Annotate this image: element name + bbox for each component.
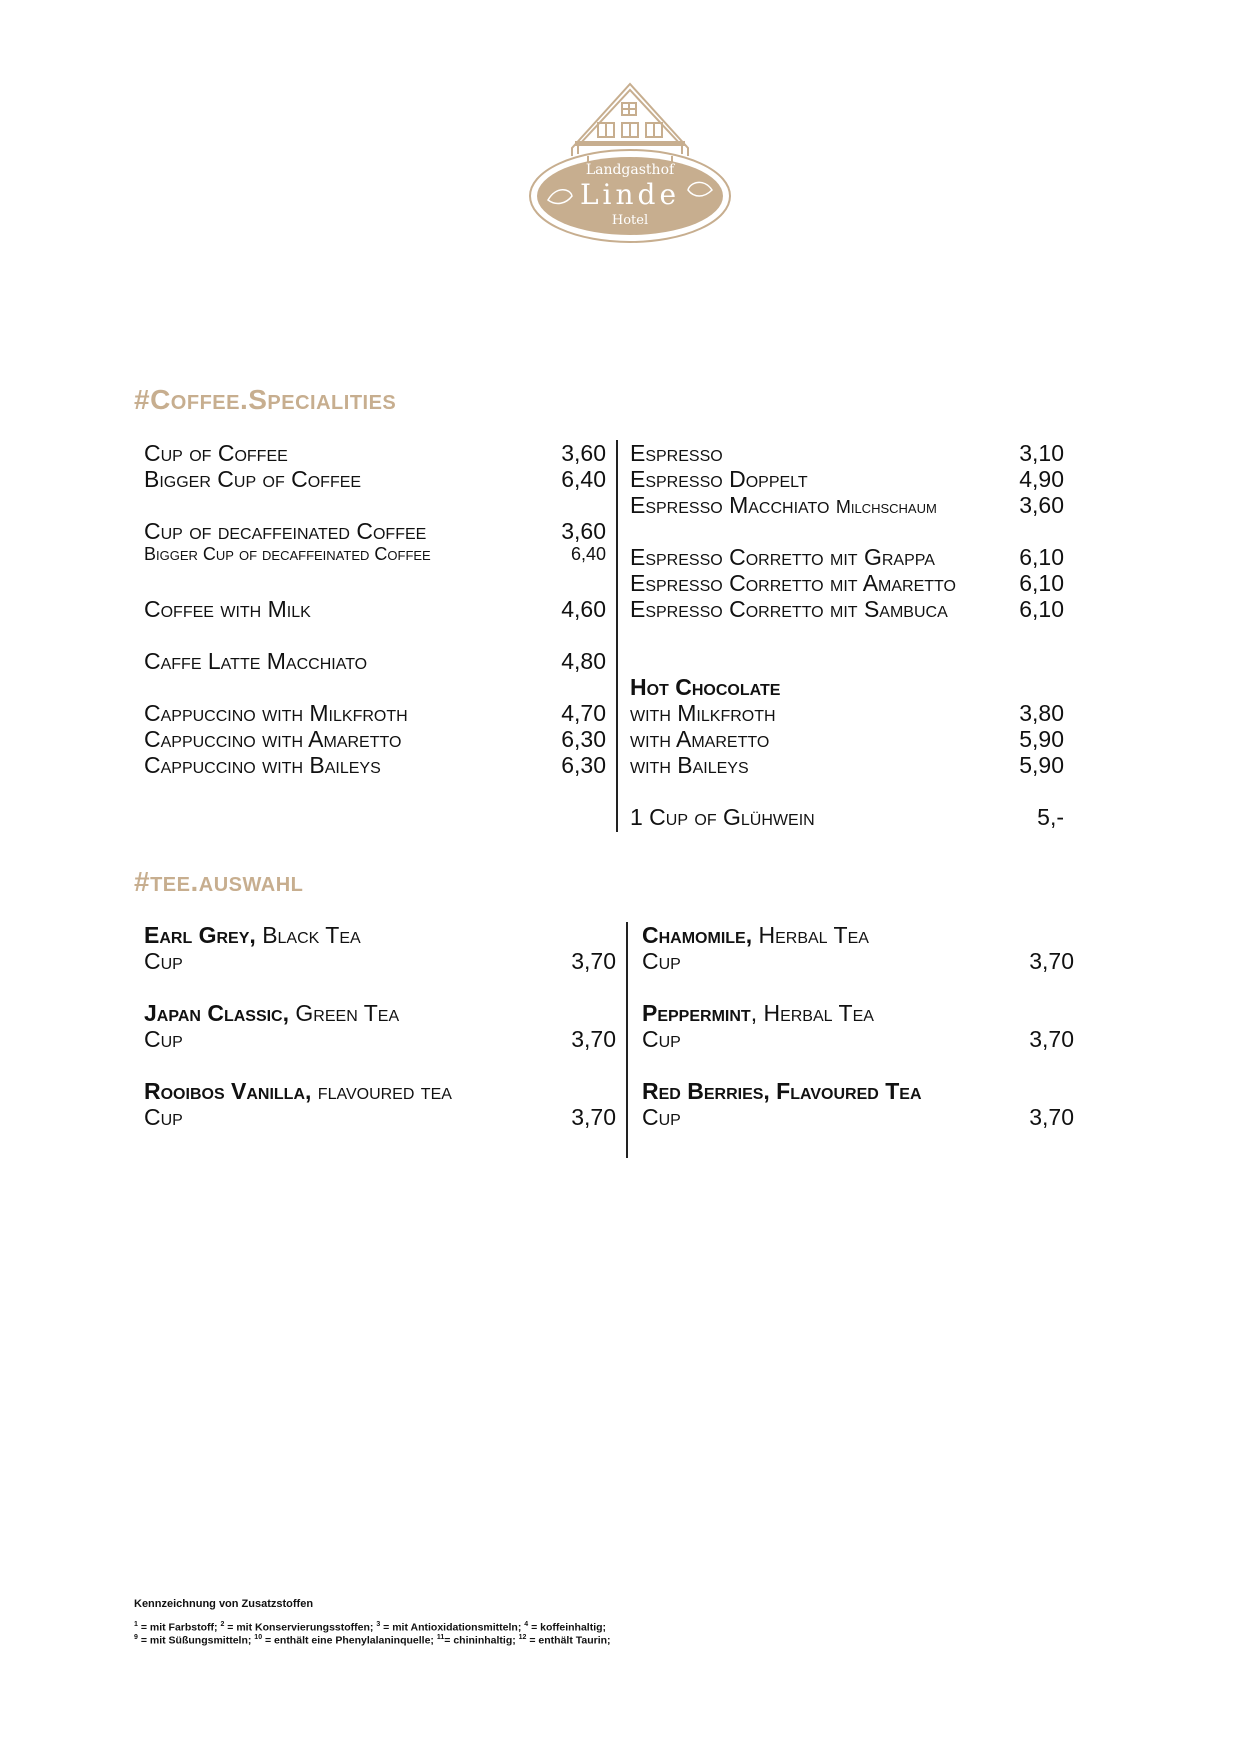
item-price: 6,30 bbox=[561, 752, 606, 778]
item-name: with Amaretto bbox=[630, 726, 770, 752]
menu-item bbox=[144, 948, 616, 975]
tea-title bbox=[144, 1000, 616, 1027]
item-price: 6,30 bbox=[561, 726, 606, 752]
item-name: Peppermint, Herbal Tea bbox=[642, 1000, 874, 1026]
menu-item bbox=[144, 518, 606, 545]
item-price: 3,80 bbox=[1019, 700, 1064, 726]
logo-line1: Landgasthof bbox=[585, 162, 675, 178]
hot-chocolate-title bbox=[630, 674, 1064, 701]
item-name: Espresso Macchiato Milchschaum bbox=[630, 492, 937, 518]
menu-item bbox=[642, 948, 1074, 975]
item-price: 5,90 bbox=[1019, 752, 1064, 778]
item-price: 5,- bbox=[1037, 804, 1064, 830]
item-name: Cup of decaffeinated Coffee bbox=[144, 518, 427, 544]
item-size: Cup bbox=[144, 1104, 183, 1130]
item-price: 5,90 bbox=[1019, 726, 1064, 752]
item-price: 4,70 bbox=[561, 700, 606, 726]
item-name: with Baileys bbox=[630, 752, 749, 778]
item-name: Cappuccino with Milkfroth bbox=[144, 700, 408, 726]
item-price: 3,70 bbox=[571, 1104, 616, 1130]
item-name: Espresso Corretto mit Grappa bbox=[630, 544, 935, 570]
additives-title: Kennzeichnung von Zusatzstoffen bbox=[134, 1598, 314, 1610]
menu-item bbox=[630, 492, 1064, 519]
logo-line2: Linde bbox=[579, 178, 681, 211]
item-price: 6,10 bbox=[1019, 544, 1064, 570]
item-size: Cup bbox=[144, 948, 183, 974]
logo-line3: Hotel bbox=[611, 213, 649, 228]
item-name: with Milkfroth bbox=[630, 700, 776, 726]
item-price: 6,10 bbox=[1019, 596, 1064, 622]
item-price: 4,90 bbox=[1019, 466, 1064, 492]
menu-item bbox=[144, 440, 606, 467]
coffee-column-divider bbox=[616, 440, 618, 832]
item-size: Cup bbox=[642, 1026, 681, 1052]
item-name: Espresso Corretto mit Amaretto bbox=[630, 570, 956, 596]
additives-line-1: $^1$ = mit Farbstoff; $^2$ = mit Konservierungsstoffen; $^3$ = mit Antioxidationsmitteln; $^4$ = koffeinhaltig; bbox=[134, 1621, 607, 1634]
item-name: Espresso Doppelt bbox=[630, 466, 808, 492]
item-price: 4,60 bbox=[561, 596, 606, 622]
menu-item bbox=[630, 752, 1064, 779]
additives-line-2: $^9$ = mit Süßungsmitteln; $^{10}$ = enthält eine Phenylalaninquelle; $^{11}$= chininhaltig; $^{12}$ = enthält Taurin; bbox=[134, 1634, 611, 1647]
menu-item bbox=[630, 466, 1064, 493]
item-name: Cup of Coffee bbox=[144, 440, 288, 466]
menu-item bbox=[144, 700, 606, 727]
item-price: 3,60 bbox=[1019, 492, 1064, 518]
tea-title bbox=[642, 922, 1074, 949]
item-price: 4,80 bbox=[561, 648, 606, 674]
item-price: 3,70 bbox=[1029, 1026, 1074, 1052]
item-price: 3,70 bbox=[571, 1026, 616, 1052]
item-price: 6,40 bbox=[570, 544, 606, 564]
item-name: Bigger Cup of Coffee bbox=[144, 466, 362, 492]
menu-item bbox=[144, 1104, 616, 1131]
item-price: 6,10 bbox=[1019, 570, 1064, 596]
item-name: 1 Cup of Glühwein bbox=[630, 804, 815, 830]
menu-item bbox=[144, 648, 606, 675]
tea-title bbox=[144, 1078, 616, 1105]
item-name: Earl Grey, Black Tea bbox=[144, 922, 361, 948]
item-price: 3,60 bbox=[561, 440, 606, 466]
item-name: Espresso bbox=[630, 440, 723, 466]
item-name: Caffe Latte Macchiato bbox=[144, 648, 368, 674]
tea-title bbox=[642, 1078, 1074, 1105]
item-price: 3,70 bbox=[1029, 948, 1074, 974]
item-price: 6,40 bbox=[561, 466, 606, 492]
menu-item bbox=[144, 596, 606, 623]
hotel-logo bbox=[526, 78, 734, 258]
item-price: 3,10 bbox=[1019, 440, 1064, 466]
menu-item bbox=[630, 726, 1064, 753]
item-size: Cup bbox=[642, 1104, 681, 1130]
item-name: Bigger Cup of decaffeinated Coffee bbox=[144, 544, 431, 564]
menu-item bbox=[630, 440, 1064, 467]
item-name: Cappuccino with Amaretto bbox=[144, 726, 402, 752]
coffee-heading: #Coffee.Specialities bbox=[134, 384, 397, 415]
menu-item bbox=[630, 804, 1064, 831]
item-name: Japan Classic, Green Tea bbox=[144, 1000, 400, 1026]
menu-item bbox=[642, 1104, 1074, 1131]
menu-item bbox=[630, 544, 1064, 571]
item-name: Cappuccino with Baileys bbox=[144, 752, 381, 778]
item-name: Rooibos Vanilla, flavoured tea bbox=[144, 1078, 452, 1104]
item-size: Cup bbox=[642, 948, 681, 974]
menu-item bbox=[144, 1026, 616, 1053]
menu-item bbox=[642, 1026, 1074, 1053]
menu-item bbox=[144, 726, 606, 753]
menu-item bbox=[630, 596, 1064, 623]
item-price: 3,70 bbox=[1029, 1104, 1074, 1130]
menu-item bbox=[144, 466, 606, 493]
item-name: Espresso Corretto mit Sambuca bbox=[630, 596, 948, 622]
tea-title bbox=[642, 1000, 1074, 1027]
menu-item bbox=[630, 570, 1064, 597]
item-name: Chamomile, Herbal Tea bbox=[642, 922, 869, 948]
item-name: Red Berries, Flavoured Tea bbox=[642, 1078, 922, 1104]
menu-item bbox=[144, 544, 606, 565]
tea-column-divider bbox=[626, 922, 628, 1158]
tea-heading: #tee.auswahl bbox=[134, 866, 304, 897]
item-name: Coffee with Milk bbox=[144, 596, 311, 622]
item-price: 3,70 bbox=[571, 948, 616, 974]
menu-item bbox=[630, 700, 1064, 727]
tea-title bbox=[144, 922, 616, 949]
item-size: Cup bbox=[144, 1026, 183, 1052]
item-name: Hot Chocolate bbox=[630, 674, 781, 700]
item-price: 3,60 bbox=[561, 518, 606, 544]
menu-item bbox=[144, 752, 606, 779]
